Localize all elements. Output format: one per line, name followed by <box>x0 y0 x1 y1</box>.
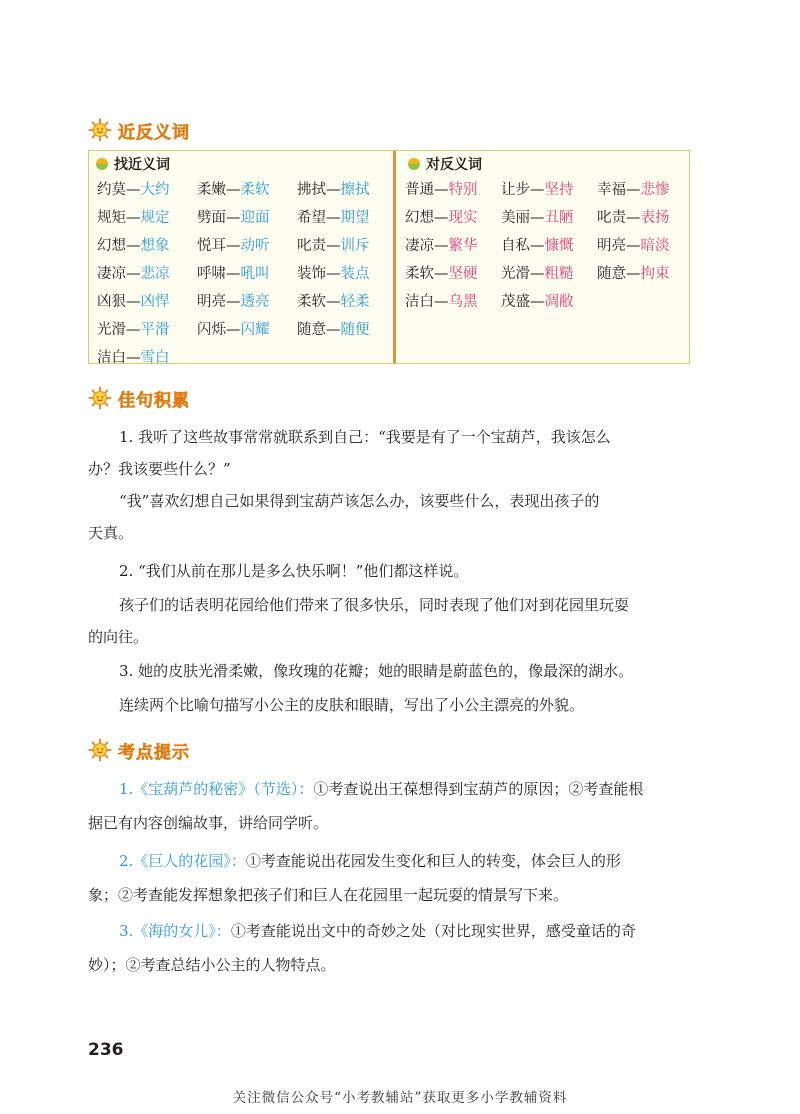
dash: — <box>326 210 341 226</box>
dash: — <box>626 266 641 282</box>
word-pair <box>297 204 393 232</box>
word-base: 柔软 <box>405 266 434 282</box>
antonym-column <box>405 151 687 316</box>
word-pair <box>197 316 297 344</box>
word-base: 洁白 <box>97 350 126 366</box>
word-match: 擦拭 <box>340 182 370 198</box>
word-pair <box>197 288 297 316</box>
word-pair <box>97 204 197 232</box>
word-match: 雪白 <box>140 350 170 366</box>
section-sentences-title: 佳句积累 <box>118 390 190 411</box>
word-base: 装饰 <box>297 266 326 282</box>
word-pair <box>197 260 297 288</box>
word-match: 柔软 <box>240 182 270 198</box>
sentence-1-line-1: 1. 我听了这些故事常常就联系到自己：“我要是有了一个宝葫芦，我该怎么 <box>119 428 611 446</box>
word-match: 期望 <box>340 210 370 226</box>
footer-note: 关注微信公众号“小考教辅站”获取更多小学教辅资料 <box>232 1090 568 1106</box>
dash: — <box>126 294 141 310</box>
vocab-box <box>88 150 690 364</box>
dash: — <box>326 266 341 282</box>
dash: — <box>126 350 141 366</box>
tip-2-label: 2.《巨人的花园》： <box>119 852 246 870</box>
word-base: 闪烁 <box>197 322 226 338</box>
word-match: 暗淡 <box>640 238 670 254</box>
sentence-2-note-line-2: 的向往。 <box>88 628 149 646</box>
dash: — <box>626 182 641 198</box>
word-match: 闪耀 <box>240 322 270 338</box>
word-pair <box>597 176 687 204</box>
section-vocab-title: 近反义词 <box>118 122 190 143</box>
dash: — <box>226 294 241 310</box>
vocab-divider <box>393 151 396 363</box>
sentence-3-note-line-1: 连续两个比喻句描写小公主的皮肤和眼睛，写出了小公主漂亮的外貌。 <box>119 696 585 714</box>
dash: — <box>326 238 341 254</box>
dash: — <box>434 294 449 310</box>
word-match: 凋敝 <box>544 294 574 310</box>
word-pair <box>597 204 687 232</box>
ball-icon <box>407 157 421 171</box>
word-match: 规定 <box>140 210 170 226</box>
word-match: 动听 <box>240 238 270 254</box>
word-base: 明亮 <box>197 294 226 310</box>
word-match: 大约 <box>140 182 170 198</box>
tip-2-text: ①考查能说出花园发生变化和巨人的转变，体会巨人的形 <box>245 852 621 870</box>
word-match: 繁华 <box>448 238 478 254</box>
dash: — <box>530 266 545 282</box>
word-pair <box>501 232 597 260</box>
word-pair <box>297 260 393 288</box>
word-match: 慷慨 <box>544 238 574 254</box>
synonym-grid <box>97 176 389 372</box>
word-match: 装点 <box>340 266 370 282</box>
dash: — <box>226 266 241 282</box>
word-pair <box>501 260 597 288</box>
antonym-header <box>407 152 687 176</box>
sentence-1-note-line-2: 天真。 <box>88 524 134 542</box>
word-base: 叱责 <box>297 238 326 254</box>
word-pair <box>297 316 393 344</box>
sentence-2-note-line-1: 孩子们的话表明花园给他们带来了很多快乐，同时表现了他们对到花园里玩耍 <box>119 596 630 614</box>
dash: — <box>530 238 545 254</box>
word-match: 拘束 <box>640 266 670 282</box>
word-base: 美丽 <box>501 210 530 226</box>
dash: — <box>434 210 449 226</box>
sun-icon <box>88 118 112 142</box>
synonym-header <box>95 152 389 176</box>
word-base: 随意 <box>297 322 326 338</box>
word-pair <box>405 204 501 232</box>
word-base: 光滑 <box>501 266 530 282</box>
dash: — <box>226 210 241 226</box>
tip-2-line-2: 象；②考查能发挥想象把孩子们和巨人在花园里一起玩耍的情景写下来。 <box>88 886 569 904</box>
tip-2-line-1 <box>119 850 621 872</box>
word-pair <box>297 176 393 204</box>
dash: — <box>434 266 449 282</box>
word-match: 丑陋 <box>544 210 574 226</box>
dash: — <box>226 322 241 338</box>
word-pair <box>501 204 597 232</box>
word-base: 柔软 <box>297 294 326 310</box>
word-base: 柔嫩 <box>197 182 226 198</box>
sentence-3-line-1: 3. 她的皮肤光滑柔嫩，像玫瑰的花瓣；她的眼睛是蔚蓝色的，像最深的湖水。 <box>119 662 634 680</box>
word-base: 悦耳 <box>197 238 226 254</box>
word-base: 约莫 <box>97 182 126 198</box>
word-match: 乌黑 <box>448 294 478 310</box>
word-pair <box>97 232 197 260</box>
word-base: 光滑 <box>97 322 126 338</box>
word-match: 透亮 <box>240 294 270 310</box>
word-pair <box>597 260 687 288</box>
word-base: 凶狠 <box>97 294 126 310</box>
word-match: 想象 <box>140 238 170 254</box>
sentence-1-line-2: 办？我该要些什么？” <box>88 460 231 478</box>
dash: — <box>326 322 341 338</box>
word-pair <box>501 176 597 204</box>
word-match: 粗糙 <box>544 266 574 282</box>
tip-1-line-1 <box>119 778 643 800</box>
word-pair <box>597 232 687 260</box>
dash: — <box>126 238 141 254</box>
word-match: 平滑 <box>140 322 170 338</box>
word-match: 坚持 <box>544 182 574 198</box>
sentence-2-line-1: 2. “我们从前在那儿是多么快乐啊！”他们都这样说。 <box>119 562 469 580</box>
word-pair <box>97 260 197 288</box>
word-pair <box>197 232 297 260</box>
word-base: 呼啸 <box>197 266 226 282</box>
word-base: 凄凉 <box>97 266 126 282</box>
dash: — <box>626 210 641 226</box>
antonym-title: 对反义词 <box>426 157 482 173</box>
tip-1-label: 1.《宝葫芦的秘密》（节选）： <box>119 780 314 798</box>
word-base: 让步 <box>501 182 530 198</box>
word-base: 幸福 <box>597 182 626 198</box>
dash: — <box>530 182 545 198</box>
dash: — <box>626 238 641 254</box>
word-pair <box>197 176 297 204</box>
word-pair <box>405 260 501 288</box>
word-base: 希望 <box>297 210 326 226</box>
word-pair <box>297 232 393 260</box>
word-match: 随便 <box>340 322 370 338</box>
word-base: 明亮 <box>597 238 626 254</box>
word-match: 现实 <box>448 210 478 226</box>
word-match: 悲凉 <box>140 266 170 282</box>
word-pair <box>405 176 501 204</box>
word-match: 轻柔 <box>340 294 370 310</box>
word-base: 规矩 <box>97 210 126 226</box>
tip-3-line-2: 妙）；②考查总结小公主的人物特点。 <box>88 956 336 974</box>
word-base: 幻想 <box>405 210 434 226</box>
sun-icon <box>88 738 112 762</box>
dash: — <box>530 294 545 310</box>
word-base: 劈面 <box>197 210 226 226</box>
word-match: 坚硬 <box>448 266 478 282</box>
word-match: 特别 <box>448 182 478 198</box>
dash: — <box>126 210 141 226</box>
tip-1-line-2: 据已有内容创编故事，讲给同学听。 <box>88 814 329 832</box>
section-tips-heading <box>88 736 190 764</box>
word-match: 训斥 <box>340 238 370 254</box>
word-base: 随意 <box>597 266 626 282</box>
word-match: 凶悍 <box>140 294 170 310</box>
synonym-title: 找近义词 <box>114 157 170 173</box>
dash: — <box>226 182 241 198</box>
dash: — <box>434 238 449 254</box>
ball-icon <box>95 157 109 171</box>
sun-icon <box>88 386 112 410</box>
word-base: 凄凉 <box>405 238 434 254</box>
sentence-1-note-line-1: “我”喜欢幻想自己如果得到宝葫芦该怎么办，该要些什么，表现出孩子的 <box>119 492 600 510</box>
tip-3-text: ①考查能说出文中的奇妙之处（对比现实世界，感受童话的奇 <box>230 922 636 940</box>
word-pair <box>501 288 597 316</box>
dash: — <box>326 182 341 198</box>
dash: — <box>434 182 449 198</box>
word-base: 自私 <box>501 238 530 254</box>
word-base: 叱责 <box>597 210 626 226</box>
dash: — <box>126 322 141 338</box>
dash: — <box>530 210 545 226</box>
word-pair <box>197 204 297 232</box>
word-pair <box>297 288 393 316</box>
dash: — <box>126 266 141 282</box>
word-pair <box>97 316 197 344</box>
dash: — <box>226 238 241 254</box>
tip-3-label: 3.《海的女儿》： <box>119 922 231 940</box>
section-vocab-heading <box>88 116 190 144</box>
word-pair <box>97 344 197 372</box>
word-match: 悲惨 <box>640 182 670 198</box>
word-match: 吼叫 <box>240 266 270 282</box>
dash: — <box>326 294 341 310</box>
word-pair <box>405 288 501 316</box>
page-number: 236 <box>88 1040 124 1060</box>
tip-1-text: ①考查说出王葆想得到宝葫芦的原因；②考查能根 <box>313 780 644 798</box>
tip-3-line-1 <box>119 920 636 942</box>
word-match: 表扬 <box>640 210 670 226</box>
word-base: 幻想 <box>97 238 126 254</box>
word-pair <box>97 288 197 316</box>
word-pair <box>405 232 501 260</box>
dash: — <box>126 182 141 198</box>
word-match: 迎面 <box>240 210 270 226</box>
synonym-column <box>93 151 389 372</box>
section-tips-title: 考点提示 <box>118 742 190 763</box>
word-base: 拂拭 <box>297 182 326 198</box>
word-pair <box>97 176 197 204</box>
word-base: 洁白 <box>405 294 434 310</box>
word-base: 普通 <box>405 182 434 198</box>
section-sentences-heading <box>88 384 190 412</box>
word-base: 茂盛 <box>501 294 530 310</box>
antonym-grid <box>405 176 687 316</box>
